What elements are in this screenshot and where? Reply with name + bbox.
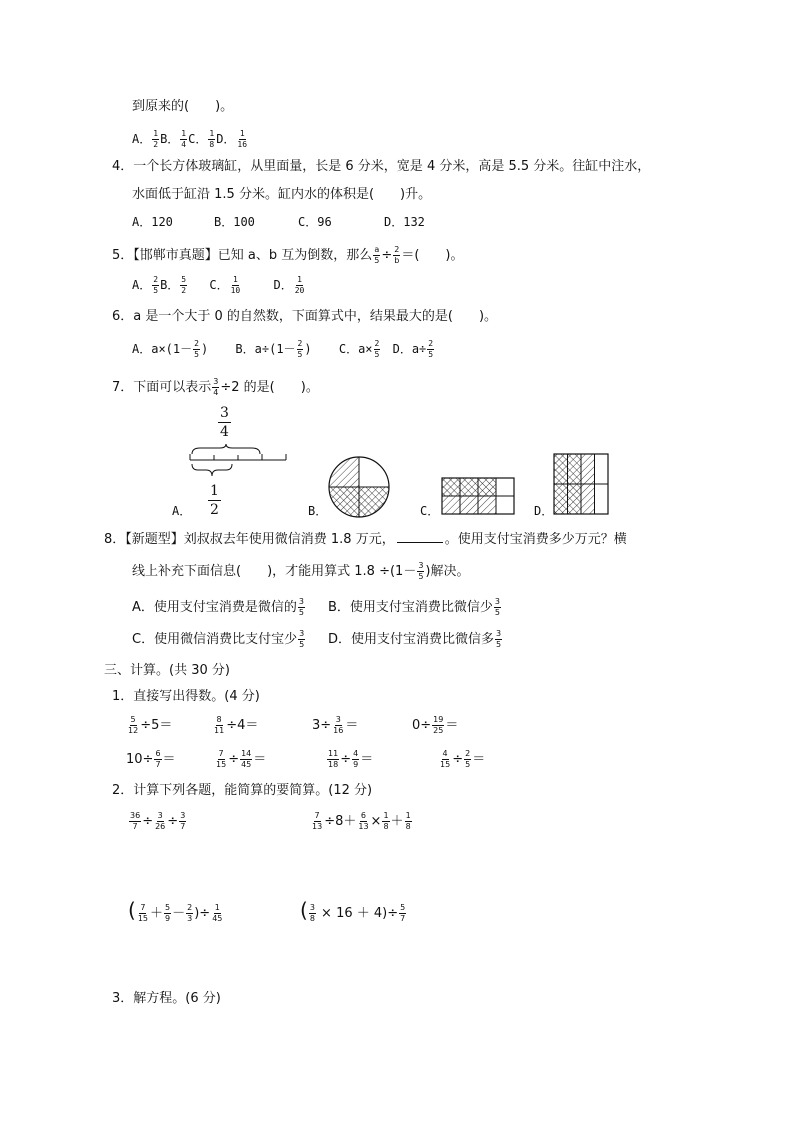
q5-question: 5．【邯郸市真题】已知 a、b 互为倒数，那么 $\frac{a}{5}$ ÷ $\frac{2}{b}$ ＝( )。 — [112, 245, 464, 265]
q8-line2: 线上补充下面信息( )，才能用算式 1.8 ÷(1－ $\frac{3}{5}$ )解决。 — [132, 561, 470, 581]
q5-options: A． $\frac{2}{5}$ B． $\frac{5}{2}$ C． $\frac{1}{10}$ D． $\frac{1}{20}$ — [132, 275, 305, 295]
figure-d-grid — [552, 452, 610, 516]
q8-option-c: C．使用微信消费比支付宝少 $\frac{3}{5}$ — [132, 629, 305, 649]
figure-a-number-line — [186, 440, 290, 490]
q3-text: 到原来的( )。 — [132, 99, 234, 114]
c2-expr-4: ( $\frac{3}{8}$ × 16 ＋ 4)÷ $\frac{5}{7}$ — [300, 898, 406, 923]
q8-option-a: A．使用支付宝消费是微信的 $\frac{3}{5}$ — [132, 597, 304, 617]
blank-line — [397, 532, 443, 543]
figure-a-top-label: $\frac{3}{4}$ — [220, 405, 229, 440]
c1-r1-e3: 3÷ $\frac{3}{16}$ ＝ — [312, 715, 359, 735]
c3-title: 3．解方程。(6 分) — [112, 991, 221, 1006]
c1-r1-e2: $\frac{8}{11}$ ÷4＝ — [214, 715, 259, 735]
c1-r1-e4: 0÷ $\frac{19}{25}$ ＝ — [412, 715, 459, 735]
q7-question: 7．下面可以表示 $\frac{3}{4}$ ÷2 的是( )。 — [112, 377, 319, 397]
q4-option-c: C．96 — [298, 215, 332, 229]
q4-option-b: B．100 — [214, 215, 255, 229]
q6-options-row: A．a×(1－ $\frac{2}{5}$ ) B．a÷(1－ $\frac{2}{5}$ ) C．a× $\frac{2}{5}$ D．a÷ $\frac{2}{5}$ — [132, 339, 434, 359]
q8-option-d: D．使用支付宝消费比微信多 $\frac{3}{5}$ — [328, 629, 502, 649]
c1-r2-e1: 10÷ $\frac{6}{7}$ ＝ — [126, 749, 176, 769]
q8-line1: 8．【新题型】刘叔叔去年使用微信消费 1.8 万元， 。使用支付宝消费多少万元？横 — [104, 532, 627, 547]
figure-c-grid — [440, 476, 516, 516]
q4-line1: 4．一个长方体玻璃缸，从里面量，长是 6 分米，宽是 4 分米，高是 5.5 分米。往缸中注水， — [112, 159, 651, 174]
figure-c-label: C． — [420, 504, 440, 518]
figure-a-label: A． — [172, 504, 192, 518]
q6-question: 6．a 是一个大于 0 的自然数，下面算式中，结果最大的是( )。 — [112, 309, 498, 324]
c1-r2-e2: $\frac{7}{15}$ ÷ $\frac{14}{45}$ ＝ — [216, 749, 267, 769]
c2-title: 2．计算下列各题，能简算的要简算。(12 分) — [112, 783, 373, 798]
figure-b-label: B． — [308, 504, 328, 518]
c1-r2-e4: $\frac{4}{15}$ ÷ $\frac{2}{5}$ ＝ — [440, 749, 486, 769]
c1-title: 1．直接写出得数。(4 分) — [112, 689, 260, 704]
figure-d-label: D． — [534, 504, 554, 518]
q4-line2: 水面低于缸沿 1.5 分米。缸内水的体积是( )升。 — [132, 187, 432, 202]
c2-expr-2: $\frac{7}{13}$ ÷8＋ $\frac{6}{13}$ × $\frac{1}{8}$ ＋ $\frac{1}{8}$ — [312, 811, 411, 831]
q4-option-d: D．132 — [384, 215, 425, 229]
c1-r2-e3: $\frac{11}{18}$ ÷ $\frac{4}{9}$ ＝ — [328, 749, 374, 769]
figure-a-bottom-label: $\frac{1}{2}$ — [210, 483, 219, 518]
c2-expr-1: $\frac{36}{7}$ ÷ $\frac{3}{26}$ ÷ $\frac{3}{7}$ — [130, 811, 186, 831]
q3-options: A． $\frac{1}{2}$ B． $\frac{1}{4}$ C． $\frac{1}{8}$ D． $\frac{1}{16}$ — [132, 129, 248, 149]
q4-option-a: A．120 — [132, 215, 173, 229]
c2-expr-3: ( $\frac{7}{15}$ ＋ $\frac{5}{9}$ － $\frac{2}{3}$ )÷ $\frac{1}{45}$ — [128, 898, 223, 923]
figure-b-circle — [326, 454, 392, 520]
section-3-title: 三、计算。(共 30 分) — [104, 663, 230, 678]
c1-r1-e1: $\frac{5}{12}$ ÷5＝ — [128, 715, 173, 735]
q8-option-b: B．使用支付宝消费比微信少 $\frac{3}{5}$ — [328, 597, 501, 617]
